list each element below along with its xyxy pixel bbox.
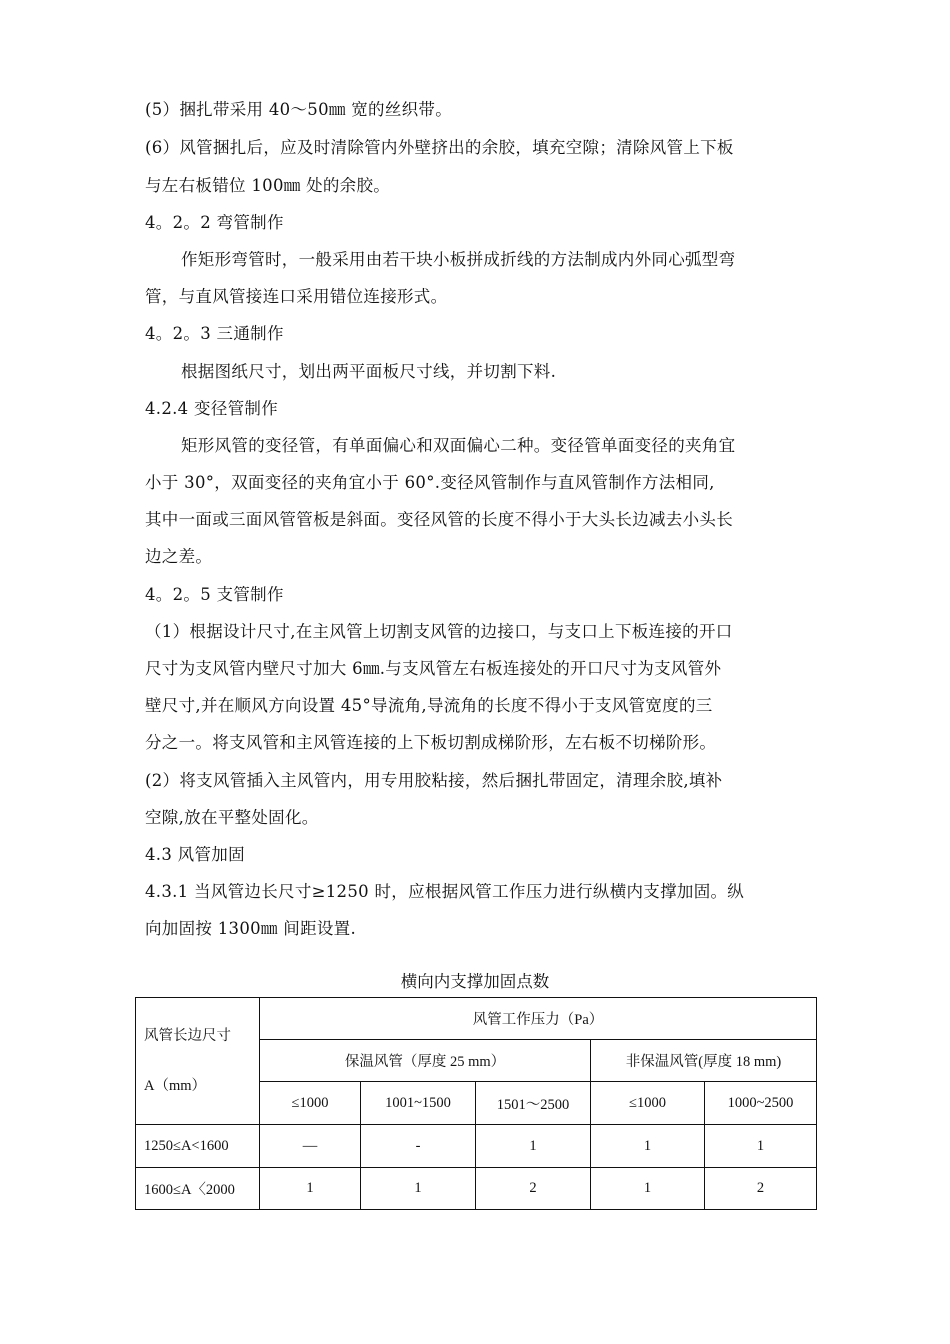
paragraph-line: 分之一。将支风管和主风管连接的上下板切割成梯阶形，左右板不切梯阶形。 [145, 733, 717, 752]
pressure-header: 风管工作压力（Pa） [260, 998, 817, 1040]
table-cell: 1 [591, 1168, 705, 1210]
paragraph-line: (5）捆扎带采用 40～50㎜ 宽的丝织带。 [145, 100, 453, 119]
table-cell: 2 [705, 1168, 817, 1210]
column-header: ≤1000 [591, 1082, 705, 1125]
paragraph-line: 其中一面或三面风管管板是斜面。变径风管的长度不得小于大头长边减去小头长 [145, 510, 733, 529]
paragraph-line: 作矩形弯管时，一般采用由若干块小板拼成折线的方法制成内外同心弧型弯 [181, 250, 736, 269]
table-cell: 1 [591, 1125, 705, 1168]
paragraph-line: 管，与直风管接连口采用错位连接形式。 [145, 287, 448, 306]
paragraph-line: 4.3.1 当风管边长尺寸≥1250 时，应根据风管工作压力进行纵横内支撑加固。纵 [145, 882, 745, 901]
paragraph-line: 矩形风管的变径管，有单面偏心和双面偏心二种。变径管单面变径的夹角宜 [181, 436, 736, 455]
section-heading: 4。2。5 支管制作 [145, 585, 284, 604]
paragraph-line: 空隙,放在平整处固化。 [145, 808, 319, 827]
column-header: ≤1000 [260, 1082, 361, 1125]
table-caption: 横向内支撑加固点数 [400, 972, 550, 991]
section-heading: 4。2。3 三通制作 [145, 324, 284, 343]
column-header: 1501～2500 [476, 1082, 591, 1125]
table-cell: 1 [361, 1168, 476, 1210]
table-cell: 1 [705, 1125, 817, 1168]
table-row [136, 1125, 817, 1168]
row-label: 1600≤A〈2000 [136, 1168, 260, 1210]
paragraph-line: 与左右板错位 100㎜ 处的余胶。 [145, 176, 391, 195]
paragraph-line: 向加固按 1300㎜ 间距设置. [145, 919, 357, 938]
section-heading: 4。2。2 弯管制作 [145, 213, 284, 232]
table-cell: 2 [476, 1168, 591, 1210]
table-cell: - [361, 1125, 476, 1168]
paragraph-line: (2）将支风管插入主风管内，用专用胶粘接，然后捆扎带固定，清理余胶,填补 [145, 771, 723, 790]
row-label: 1250≤A<1600 [136, 1125, 260, 1168]
table-cell: 1 [476, 1125, 591, 1168]
column-header: 1000~2500 [705, 1082, 817, 1125]
reinforcement-table [135, 997, 817, 1210]
section-heading: 4.2.4 变径管制作 [145, 399, 279, 418]
stub-label: 风管长边尺寸 [144, 1028, 231, 1044]
table-cell: — [260, 1125, 361, 1168]
table-cell: 1 [260, 1168, 361, 1210]
paragraph-line: （1）根据设计尺寸,在主风管上切割支风管的边接口，与支口上下板连接的开口 [145, 622, 733, 641]
paragraph-line: 尺寸为支风管内壁尺寸加大 6㎜.与支风管左右板连接处的开口尺寸为支风管外 [145, 659, 722, 678]
column-header: 1001~1500 [361, 1082, 476, 1125]
paragraph-line: 小于 30°，双面变径的夹角宜小于 60°.变径风管制作与直风管制作方法相同, [145, 473, 715, 492]
insulated-group-header: 保温风管（厚度 25 mm） [260, 1040, 591, 1082]
paragraph-line: 边之差。 [145, 547, 213, 566]
stub-header [136, 998, 260, 1125]
section-heading: 4.3 风管加固 [145, 845, 245, 864]
table-row [136, 1168, 817, 1210]
non-insulated-group-header: 非保温风管(厚度 18 mm) [591, 1040, 817, 1082]
stub-unit: A（mm） [144, 1078, 207, 1094]
paragraph-line: (6）风管捆扎后，应及时清除管内外壁挤出的余胶，填充空隙；清除风管上下板 [145, 138, 734, 157]
paragraph-line: 壁尺寸,并在顺风方向设置 45°导流角,导流角的长度不得小于支风管宽度的三 [145, 696, 713, 715]
paragraph-line: 根据图纸尺寸，划出两平面板尺寸线，并切割下料. [181, 362, 557, 381]
